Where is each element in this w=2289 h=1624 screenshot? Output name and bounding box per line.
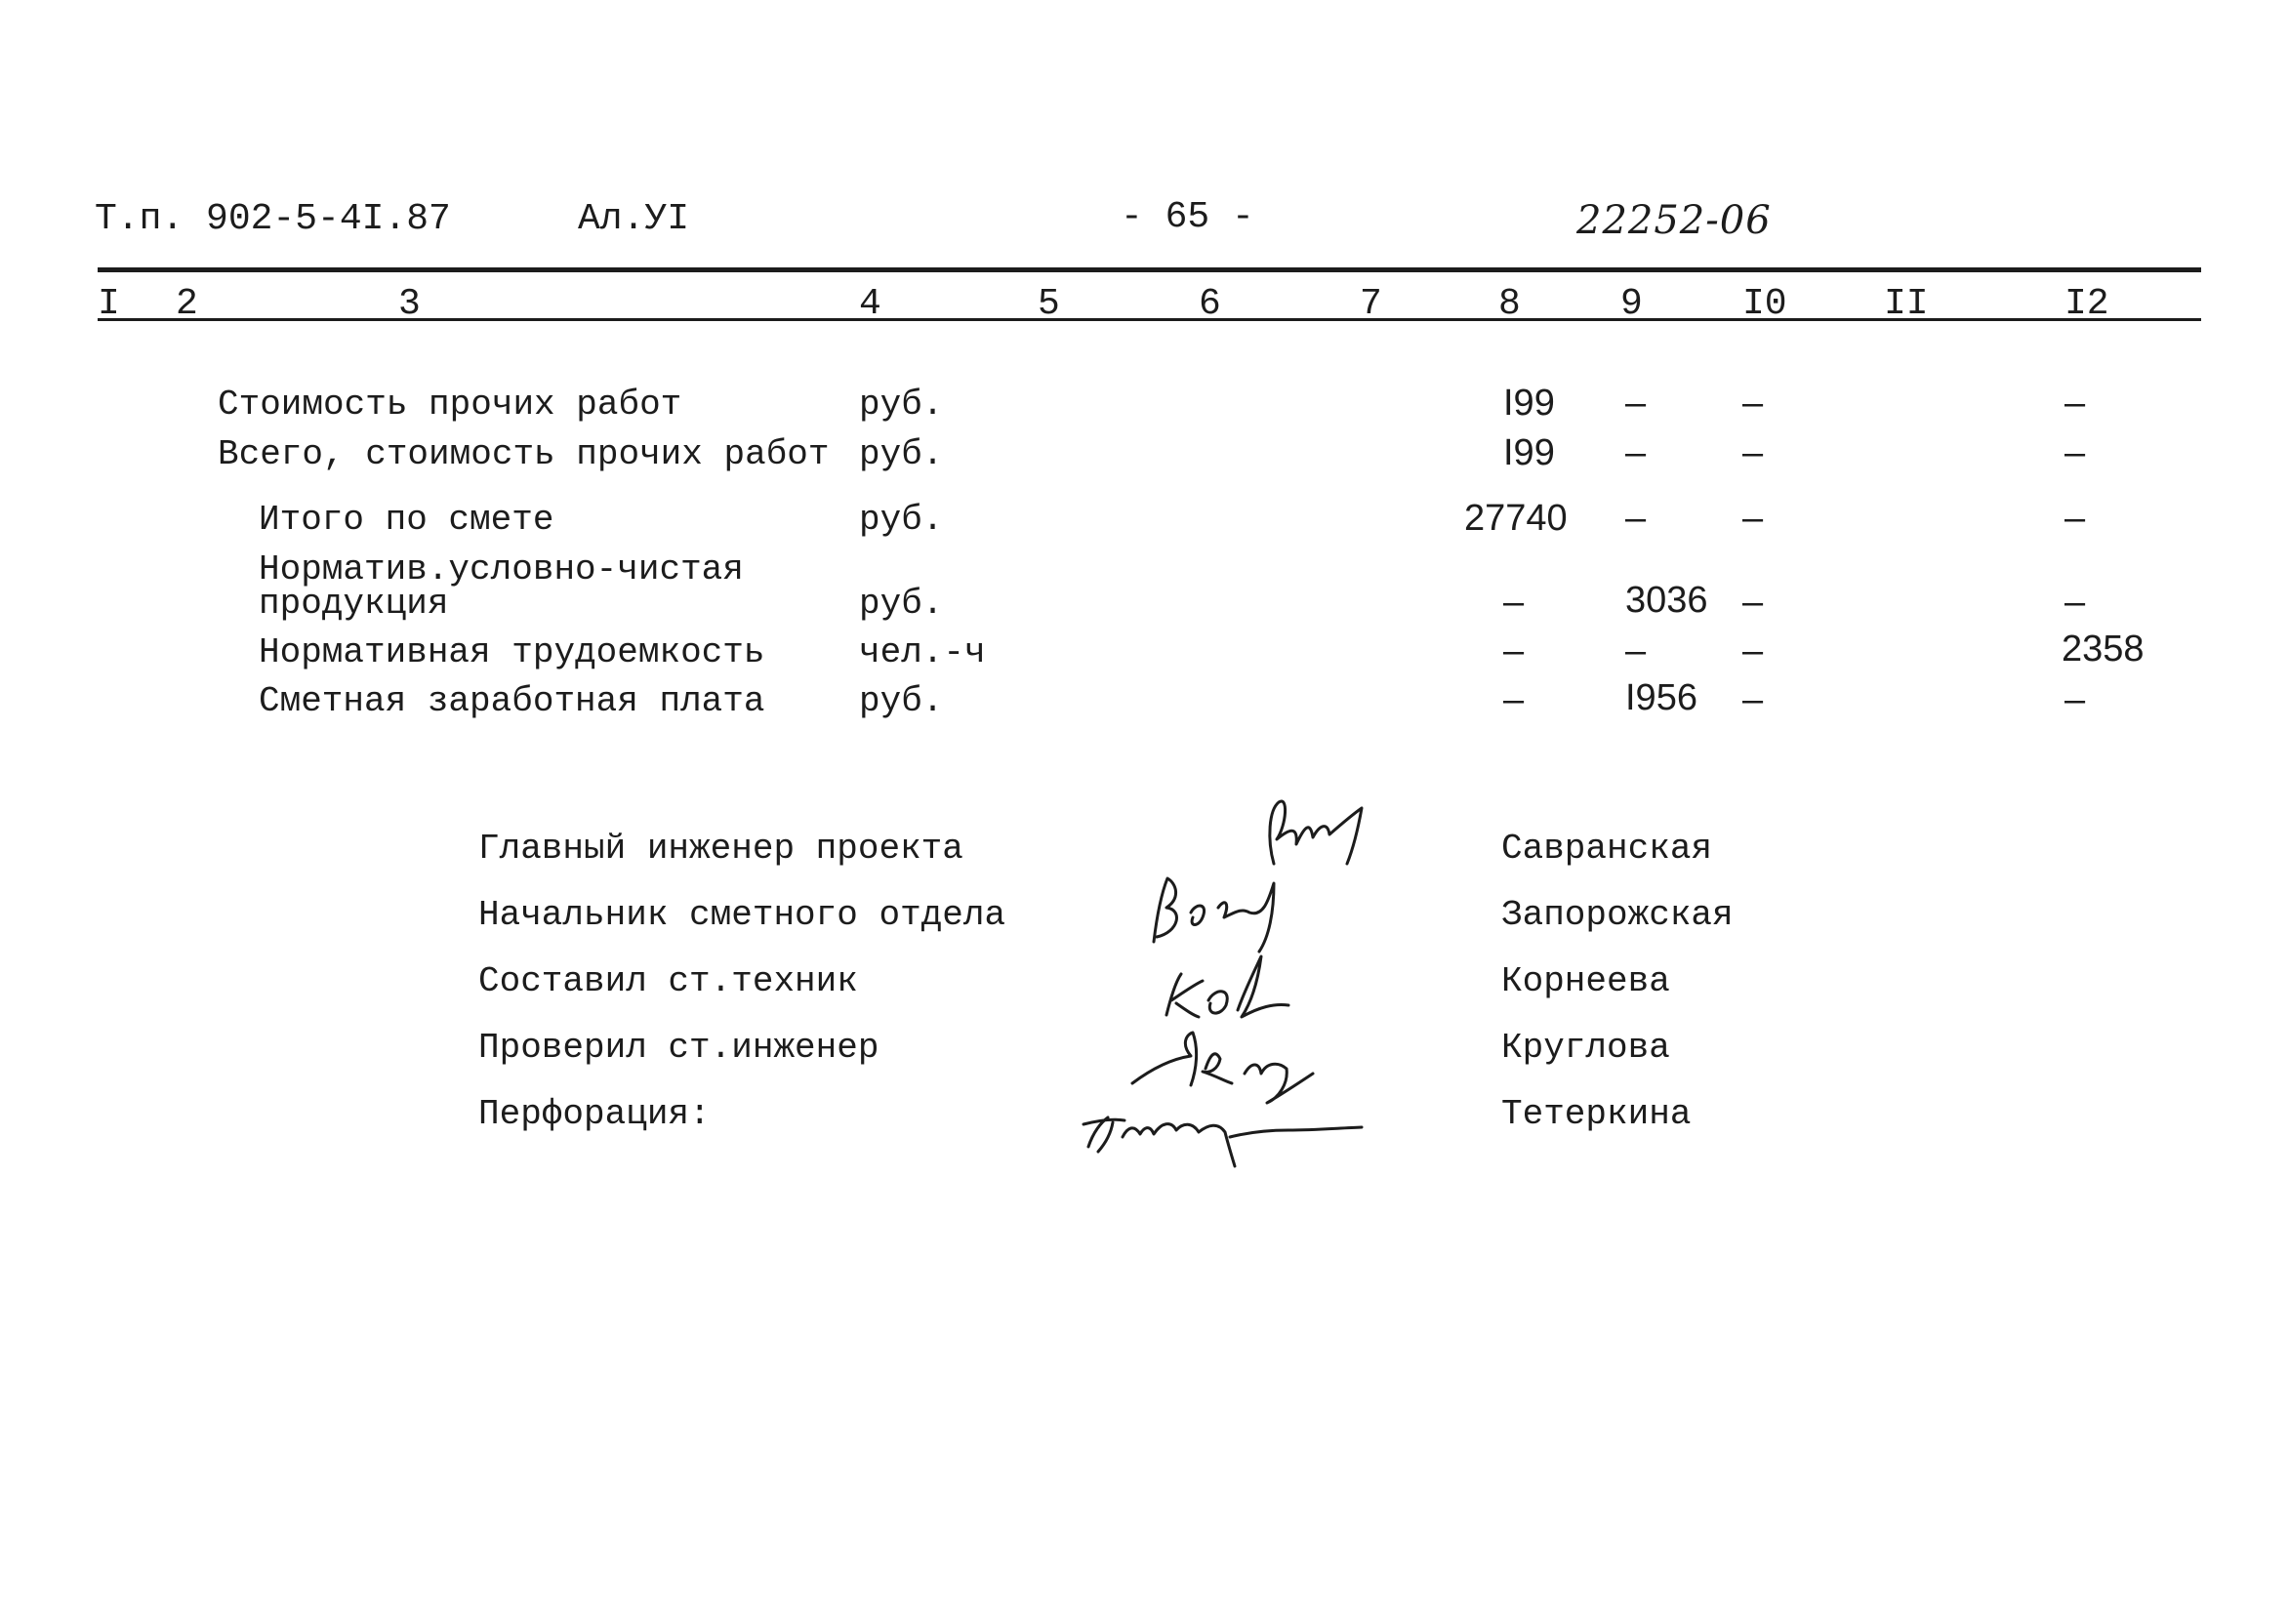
column-number: 3 [398,283,421,325]
signatory-name: Запорожская [1501,895,1734,935]
column-number: I0 [1742,283,1787,325]
row-unit: руб. [859,681,944,721]
row-name-line2: продукция [259,584,449,624]
row-unit: руб. [859,500,944,540]
row-name-line1: Норматив.условно-чистая [259,549,744,589]
cell-col10: – [1742,498,1764,539]
cell-col8: – [1503,630,1525,671]
row-name: Всего, стоимость прочих работ [218,434,830,474]
signatory-role: Начальник сметного отдела [478,895,1006,935]
cell-col12: – [2064,679,2086,720]
column-number: 9 [1620,283,1643,325]
cell-col9: – [1625,383,1647,424]
signatory-name: Корнеева [1501,961,1670,1001]
cell-col12: 2358 [2062,629,2145,670]
handwritten-signature [1270,801,1362,864]
cell-col9: – [1625,432,1647,473]
column-number: 4 [859,283,881,325]
row-unit: руб. [859,584,944,624]
handwritten-signature [1083,1117,1362,1166]
cell-col12: – [2064,498,2086,539]
handwritten-signature [1132,1033,1313,1103]
cell-col8: I99 [1503,432,1555,473]
row-unit: руб. [859,434,944,474]
row-name: Итого по смете [259,500,554,540]
handwritten-signature [1154,878,1274,952]
handwritten-signature [1166,956,1288,1017]
column-number: 2 [176,283,198,325]
cell-col8: – [1503,582,1525,623]
column-number: I2 [2064,283,2109,325]
cell-col10: – [1742,383,1764,424]
signatory-role: Проверил ст.инженер [478,1028,879,1068]
row-name: Сметная заработная плата [259,681,765,721]
cell-col9: I956 [1625,677,1697,718]
document-code: Т.п. 902-5-4I.87 [95,198,451,240]
cell-col12: – [2064,582,2086,623]
cell-col10: – [1742,432,1764,473]
cell-col8: 27740 [1464,498,1568,539]
column-number: 5 [1038,283,1060,325]
column-number: 6 [1199,283,1221,325]
column-number: I [98,283,120,325]
signatory-name: Савранская [1501,829,1713,869]
row-unit: чел.-ч [859,632,986,672]
signatory-role: Перфорация: [478,1094,711,1134]
cell-col10: – [1742,630,1764,671]
cell-col12: – [2064,432,2086,473]
row-unit: руб. [859,385,944,425]
cell-col10: – [1742,679,1764,720]
cell-col8: – [1503,679,1525,720]
signatory-role: Составил ст.техник [478,961,858,1001]
album-number: Ал.УI [578,198,690,240]
inventory-number: 22252-06 [1576,198,1772,243]
signatory-role: Главный инженер проекта [478,829,963,869]
signatory-name: Круглова [1501,1028,1670,1068]
cell-col9: – [1625,630,1647,671]
column-number: 7 [1360,283,1382,325]
column-number: II [1884,283,1929,325]
column-number: 8 [1498,283,1521,325]
cell-col9: – [1625,498,1647,539]
page-number: - 65 - [1121,196,1254,238]
cell-col9: 3036 [1625,580,1708,621]
cell-col12: – [2064,383,2086,424]
row-name: Нормативная трудоемкость [259,632,765,672]
signatory-name: Тетеркина [1501,1094,1692,1134]
cell-col10: – [1742,582,1764,623]
cell-col8: I99 [1503,383,1555,424]
row-name: Стоимость прочих работ [218,385,682,425]
